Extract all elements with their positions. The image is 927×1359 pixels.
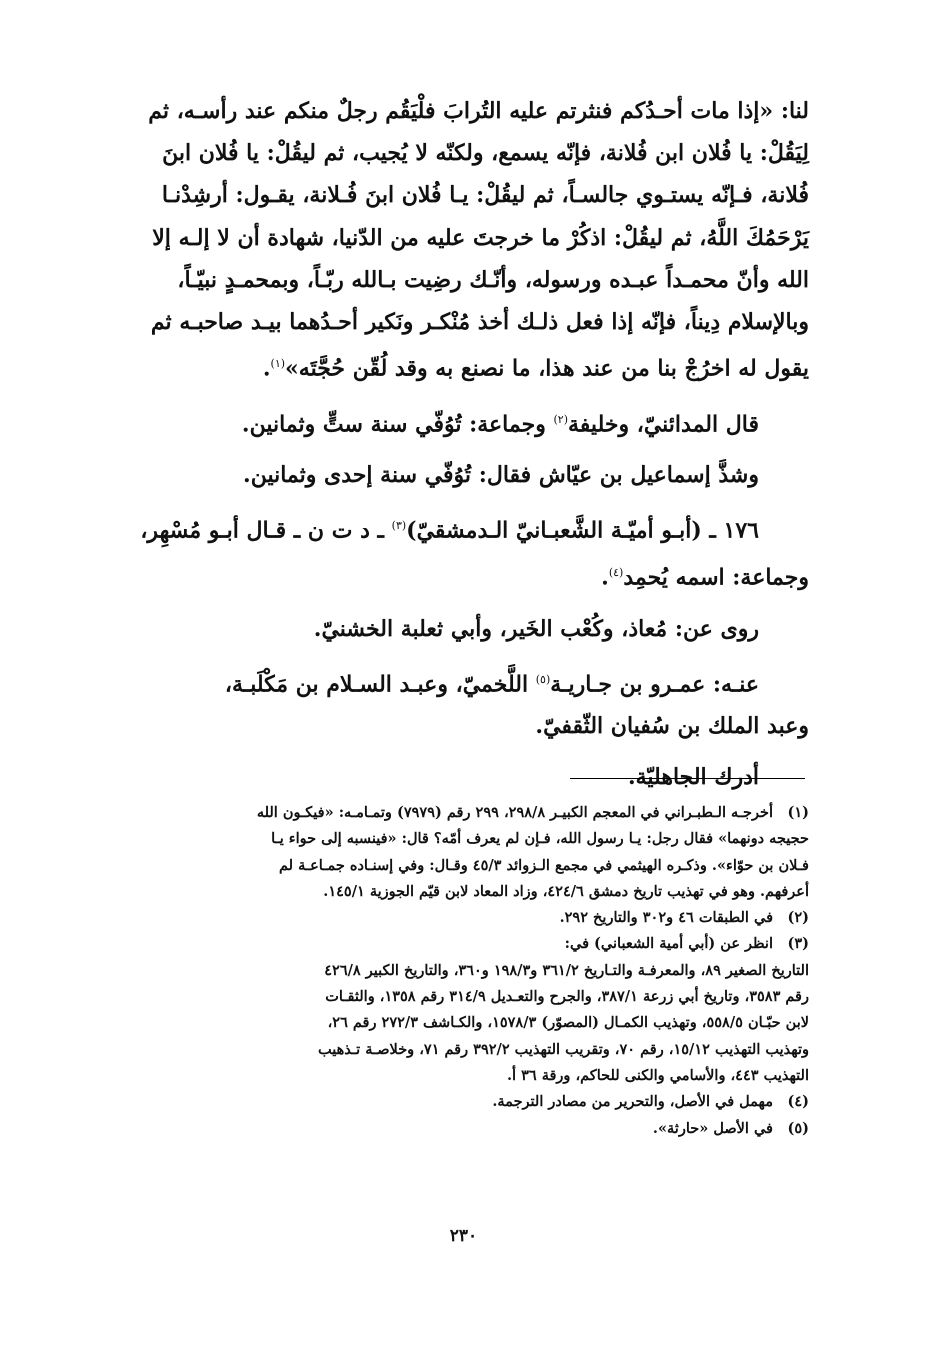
footnote-3-line: وتهذيب التهذيب ١٥/١٢، رقم ٧٠، وتقريب التهذيب ٣٩٢/٢ رقم ٧١، وخلاصـة تـذهيب bbox=[318, 1040, 809, 1058]
narrators-paragraph bbox=[109, 659, 809, 706]
footnote-3-line: لابن حبّـان ٥٥٨/٥، وتهذيب الكمـال (المصوّر) ١٥٧٨/٣، والكـاشف ٢٧٢/٣ رقم ٢٦، bbox=[327, 1014, 809, 1032]
footnote-5 bbox=[109, 1116, 809, 1142]
entry-title-rest: ـ د ت ن ـ قـال أبـو مُسْهِر، bbox=[140, 517, 392, 544]
pre-islamic-paragraph: أدرك الجاهليّة. bbox=[627, 764, 759, 791]
footnote-ref-3: (٣) bbox=[391, 519, 407, 533]
footnote-1 bbox=[109, 800, 809, 826]
footnote-number: (٢) bbox=[787, 909, 809, 927]
hadith-line: يقول له اخرُجْ بنا من عند هذا، ما نصنع به وقد لُقّن حُجَّتَه»$^{(١)}$. bbox=[262, 355, 809, 382]
footnote-text: أخرجـه الـطبـراني في المعجم الكبيـر ٢٩٨/٨، ٢٩٩ رقم (٧٩٧٩) وتمـامـه: «فيكـون الله bbox=[256, 804, 773, 821]
hadith-line-text: يقول له اخرُجْ بنا من عند هذا، ما نصنع به وقد لُقّن حُجَّتَه» bbox=[285, 355, 809, 382]
footnote-ref-1: (١) bbox=[270, 357, 286, 371]
footnote-1-line: حجيجه دونهما» فقال رجل: يـا رسول الله، فـإن لم يعرف أمّه؟ قال: «فينسبه إلى حواء يـا bbox=[271, 830, 809, 848]
footnote-divider bbox=[570, 778, 805, 779]
entry-name-end: . bbox=[601, 564, 609, 591]
hadith-line: الله وأنّ محمـداً عبـده ورسوله، وأنّـك رضِيت بـالله ربّـاً، وبمحمـدٍ نبيّـاً، bbox=[177, 266, 809, 293]
hadith-line: وبالإسلام دِيناً، فإنّه إذا فعل ذلـك أخذ مُنْكـر ونَكير أحـدُهما بيـد صاحبـه ثم bbox=[150, 309, 809, 336]
footnote-1-line: أعرفهم. وهو في تهذيب تاريخ دمشق ٤٢٤/٦، وزاد المعاد لابن قيّم الجوزية ١٤٥/١. bbox=[323, 882, 809, 900]
footnote-ref-5: (٥) bbox=[535, 672, 551, 686]
footnote-3-line: رقم ٣٥٨٣، وتاريخ أبي زرعة ٣٨٧/١، والجرح والتعـديل ٣١٤/٩ رقم ١٣٥٨، والثقـات bbox=[325, 988, 809, 1006]
entry-name-text: وجماعة: اسمه يُحمِد bbox=[623, 564, 809, 591]
footnote-text: مهمل في الأصل، والتحرير من مصادر الترجمة. bbox=[492, 1093, 773, 1111]
footnote-ref-2: (٢) bbox=[553, 412, 568, 426]
footnote-number: (٤) bbox=[787, 1093, 809, 1111]
footnote-text: في الأصل «حارثة». bbox=[652, 1119, 773, 1137]
footnote-number: (١) bbox=[787, 804, 809, 821]
hadith-line: فُلانة، فـإنّه يستـوي جالسـاً، ثم ليقُلْ: يـا فُلان ابنَ فُـلانة، يقـول: أرشِدْنـا bbox=[161, 182, 809, 209]
footnote-2 bbox=[109, 905, 809, 931]
hadith-line: لنا: «إذا مات أحـدُكم فنثرتم عليه التُرابَ فلْيَقُم رجلٌ منكم عند رأسـه، ثم bbox=[148, 98, 809, 124]
hadith-line: لِيَقُلْ: يا فُلان ابن فُلانة، فإنّه يسمع، ولكنّه لا يُجيب، ثم ليقُلْ: يا فُلان ابنَ bbox=[162, 140, 809, 167]
narrators-line-2: وعبد الملك بن سُفيان الثّقفيّ. bbox=[535, 713, 809, 740]
footnote-ref-4: (٤) bbox=[608, 566, 624, 580]
footnote-1-line: فـلان بن حوّاء». وذكـره الهيثمي في مجمع الـزوائد ٤٥/٣ وقـال: وفي إسنـاده جمـاعـة لم bbox=[279, 856, 809, 874]
narrators-text-b: اللَّخميّ، وعبـد السـلام بن مَكْلَبـة، bbox=[224, 671, 536, 698]
hadith-line: يَرْحَمُكَ اللَّهُ، ثم ليقُلْ: اذكُرْ ما خرجتَ عليه من الدّنيا، شهادة أن لا إلـه إلا bbox=[152, 224, 809, 251]
footnotes bbox=[109, 800, 809, 1142]
narrated-from-paragraph: روى عن: مُعاذ، وكُعْب الخَير، وأبي ثعلبة الخشنيّ. bbox=[313, 615, 759, 642]
footnote-3-line: التاريخ الصغير ٨٩، والمعرفـة والتـاريخ ٣٦١/٢ و١٩٨/٣ و٣٦٠، والتاريخ الكبير ٤٢٦/٨ bbox=[324, 961, 809, 979]
footnote-4 bbox=[109, 1089, 809, 1115]
narrators-text-a: عنـه: عمـرو بن جـاريـة bbox=[550, 671, 759, 698]
footnote-number: (٣) bbox=[787, 935, 809, 953]
death-date-text-b: وجماعة: تُوُفّي سنة ستٍّ وثمانين. bbox=[241, 411, 554, 438]
footnote-3 bbox=[109, 931, 809, 957]
entry-name-line bbox=[109, 552, 809, 599]
page-number: ٢٣٠ bbox=[449, 1226, 478, 1246]
footnote-3-line: التهذيب ٤٤٣، والأسامي والكنى للحاكم، ورقة ٣٦ أ. bbox=[506, 1066, 809, 1084]
footnote-text: انظر عن (أبي أمية الشعباني) في: bbox=[564, 935, 773, 953]
death-date-text-a: قال المدائنيّ، وخليفة bbox=[568, 411, 759, 438]
entry-heading bbox=[109, 505, 809, 552]
footnote-number: (٥) bbox=[787, 1119, 809, 1137]
main-text bbox=[109, 90, 809, 799]
death-date-paragraph bbox=[109, 399, 809, 446]
footnote-text: في الطبقات ٤٦ و٣٠٢ والتاريخ ٢٩٢. bbox=[559, 909, 773, 927]
variant-opinion-paragraph: وشذَّ إسماعيل بن عيّاش فقال: تُوُفّي سنة إحدى وثمانين. bbox=[243, 462, 759, 489]
entry-title: ١٧٦ ـ (أبـو أميّـة الشَّعبـانيّ الـدمشقيّ) bbox=[406, 517, 759, 544]
